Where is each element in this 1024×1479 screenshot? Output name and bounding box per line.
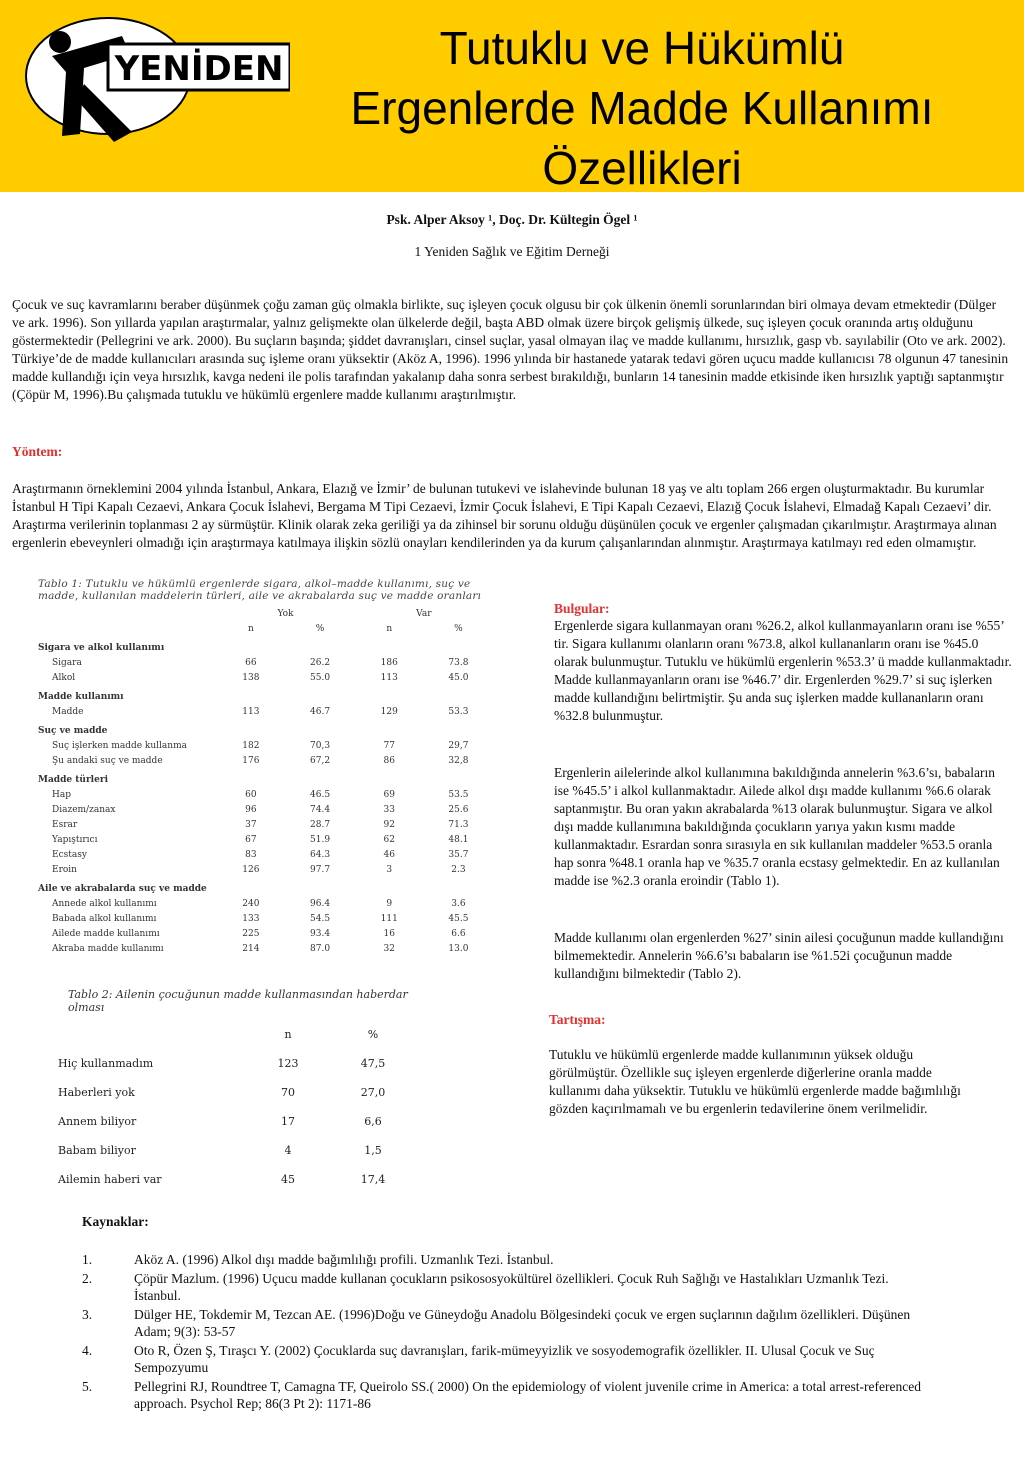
table-row bbox=[38, 787, 493, 802]
table1-row-label: Yapıştırıcı bbox=[52, 834, 98, 845]
table2-row-label: Babam biliyor bbox=[58, 1144, 136, 1157]
reference-item bbox=[82, 1270, 922, 1304]
table1-cell: 74.4 bbox=[310, 804, 331, 815]
reference-item bbox=[82, 1251, 922, 1268]
reference-number: 3. bbox=[82, 1307, 93, 1322]
table1-cell: 111 bbox=[380, 913, 398, 924]
table1-row-label: Hap bbox=[52, 789, 71, 800]
page-title bbox=[270, 18, 1014, 198]
table-row bbox=[38, 941, 493, 956]
table1-cell: 29,7 bbox=[448, 740, 469, 751]
table1-cell: 73.8 bbox=[448, 657, 469, 668]
table2-col-header bbox=[58, 1020, 418, 1049]
table-row bbox=[38, 753, 493, 768]
findings-paragraph-2: Ergenlerin ailelerinde alkol kullanımına bakıldığında annelerin %3.6’sı, babaların ise %45.5’ i alkol kullanmaktadır. Ailede alkol dışı madde kullanımı %6.6 olarak saptanmıştır. Bu oran yakın akrabalarda %13 olarak bulunmuştur. Sigara ve alkol dışı madde kullanımına bakıldığında çocukların yarıya yakın kısmı madde kullanmaktadır. Esrardan sonra sırasıyla en sık kullanılan maddeler %53.5 oranla hap sonra %48.1 oranla hap ve %35.7 oranla ecstasy gelmektedir. En az kullanılan madde ise %2.3 oranla eroindir (Tablo 1). bbox=[554, 765, 1000, 888]
table-row bbox=[38, 911, 493, 926]
affiliation: 1 Yeniden Sağlık ve Eğitim Derneği bbox=[414, 244, 610, 259]
title-line: Tutuklu ve Hükümlü bbox=[439, 22, 845, 74]
table-row bbox=[38, 704, 493, 719]
table2-cell: 70 bbox=[281, 1086, 295, 1099]
table1-cell: 240 bbox=[242, 898, 260, 909]
table1-cell: 60 bbox=[245, 789, 257, 800]
table-row bbox=[38, 832, 493, 847]
table1-cell: 87.0 bbox=[310, 943, 331, 954]
table1-row-label: Madde bbox=[52, 706, 84, 717]
table-row bbox=[38, 896, 493, 911]
reference-text: Aköz A. (1996) Alkol dışı madde bağımlılığı profili. Uzmanlık Tezi. İstanbul. bbox=[134, 1252, 554, 1267]
discussion-paragraph: Tutuklu ve hükümlü ergenlerde madde kullanımının yüksek olduğu görülmüştür. Özellikle suç işleyen ergenlerde diğerlerine oranla madde kullanımı daha yüksektir. Tutuklu ve hükümlü ergenlerde madde bağımlılığı gözden kaçırılmamalı ve bu ergenlerin tedavilerine önem verilmelidir. bbox=[549, 1047, 961, 1116]
table1-row-label: Akraba madde kullanımı bbox=[52, 943, 164, 954]
header-banner bbox=[0, 0, 1024, 192]
table2-caption: Tablo 2: Ailenin çocuğunun madde kullanmasından haberdar olması bbox=[68, 988, 408, 1014]
table1-row-label: Suç işlerken madde kullanma bbox=[52, 740, 187, 751]
table1-cell: 86 bbox=[383, 755, 395, 766]
table2-col-label: n bbox=[284, 1028, 292, 1041]
table2-col-label: % bbox=[367, 1028, 379, 1041]
method-heading: Yöntem: bbox=[12, 444, 63, 459]
table2-corner bbox=[58, 1020, 248, 1049]
authors: Psk. Alper Aksoy ¹, Doç. Dr. Kültegin Ögel ¹ bbox=[386, 212, 638, 227]
table1-cell: 32,8 bbox=[448, 755, 469, 766]
table1-corner bbox=[38, 606, 216, 621]
table1-cell: 96 bbox=[245, 804, 257, 815]
table1-col-label: n bbox=[248, 623, 254, 634]
table1-section-title: Suç ve madde bbox=[38, 725, 108, 736]
table1-cell: 126 bbox=[242, 864, 260, 875]
table1-section-title: Sigara ve alkol kullanımı bbox=[38, 642, 165, 653]
table1-cell: 2.3 bbox=[451, 864, 466, 875]
table2-row-label: Ailemin haberi var bbox=[58, 1173, 162, 1186]
table2 bbox=[58, 988, 418, 1194]
table1-cell: 176 bbox=[242, 755, 260, 766]
table1-row-label: Babada alkol kullanımı bbox=[52, 913, 157, 924]
table1-grid bbox=[38, 606, 493, 956]
table2-row-label: Annem biliyor bbox=[58, 1115, 137, 1128]
table1-cell: 67 bbox=[245, 834, 257, 845]
table-row bbox=[38, 847, 493, 862]
table1-cell: 97.7 bbox=[310, 864, 331, 875]
table1-cell: 113 bbox=[242, 706, 260, 717]
table1-cell: 48.1 bbox=[448, 834, 469, 845]
table1-cell: 37 bbox=[245, 819, 257, 830]
table1-cell: 69 bbox=[383, 789, 395, 800]
table1-cell: 96.4 bbox=[310, 898, 331, 909]
table2-cell: 45 bbox=[281, 1173, 295, 1186]
table1-cell: 16 bbox=[383, 928, 395, 939]
table1-cell: 186 bbox=[380, 657, 398, 668]
table2-row-label: Haberleri yok bbox=[58, 1086, 135, 1099]
findings-paragraph-3: Madde kullanımı olan ergenlerden %27’ sinin ailesi çocuğunun madde kullandığını bilmemektedir. Annelerin %6.6’sı babaların ise %1.52i çocuğunun madde kullandığını bilmektedir (Tablo 2). bbox=[554, 930, 1004, 981]
table1-row-label: Annede alkol kullanımı bbox=[52, 898, 157, 909]
table1-cell: 83 bbox=[245, 849, 257, 860]
intro-paragraph: Çocuk ve suç kavramlarını beraber düşünmek çoğu zaman güç olmakla birlikte, suç işleyen çocuk olgusu bir çok ülkenin önemli sorunlarından biri olmaya devam etmektedir (Dülger ve ark. 1996). Son yıllarda yapılan araştırmalar, yalnız gelişmekte olan ülkelerde değil, başta ABD olmak üzere birçok gelişmiş ülkede, suç işleyen çocuk oranında artış olduğunu göstermektedir (Pellegrini ve ark. 2000). Bu suçların başında; şiddet davranışları, cinsel suçlar, yasal olmayan ilaç ve madde kullanımı, hırsızlık, gasp vb. sayılabilir (Oto ve ark. 2002). Türkiye’de de madde kullanıcıları arasında suç işleme oranı yüksektir (Aköz A, 1996). 1996 yılında bir hastanede yatarak tedavi gören uçucu madde kullanıcısı 78 olgunun 47 tanesinin madde kullandığı için veya hırsızlık, kavga nedeni ile polis tarafından yakalanıp daha sonra serbest bırakıldığı, bunların 14 tanesinin madde etkisinde iken hırsızlık yaptığı saptanmıştır (Çöpür M, 1996).Bu çalışmada tutuklu ve hükümlü ergenlere madde kullanımı araştırılmıştır. bbox=[12, 297, 1009, 402]
reference-text: Pellegrini RJ, Roundtree T, Camagna TF, Queirolo SS.( 2000) On the epidemiology of violent juvenile crime in America: a total arrest-referenced approach. Psychol Rep; 86(3 Pt 2): 1171-86 bbox=[134, 1379, 921, 1411]
reference-item bbox=[82, 1306, 922, 1340]
table1-section-title: Aile ve akrabalarda suç ve madde bbox=[38, 883, 207, 894]
table1-cell: 45.0 bbox=[448, 672, 469, 683]
table1-section-title: Madde türleri bbox=[38, 774, 108, 785]
table1-cell: 66 bbox=[245, 657, 257, 668]
table1-cell: 67,2 bbox=[310, 755, 331, 766]
table1-section-title: Madde kullanımı bbox=[38, 691, 124, 702]
findings-paragraph-1: Ergenlerde sigara kullanmayan oranı %26.2, alkol kullanmayanların oranı ise %55’ tir. Sigara kullanımı olanların oranı %73.8, alkol kullananların oranı ise %45.0 olarak bulunmuştur. Tutuklu ve hükümlü ergenlerin %53.3’ ü madde kullanmaktadır. Madde kullanmayanların oranı ise %46.7’ dir. Ergenlerden %29.7’ si suç işlerken madde kullandığını belirtmiştir. Şu anda suç işlerken madde kullananların oranı %32.8 bulunmuştur. bbox=[554, 618, 1012, 723]
table1-cell: 45.5 bbox=[448, 913, 469, 924]
table1-cell: 6.6 bbox=[451, 928, 466, 939]
table1-cell: 46 bbox=[383, 849, 395, 860]
table1-cell: 62 bbox=[383, 834, 395, 845]
table1-col-label: % bbox=[315, 623, 325, 634]
table1-cell: 13.0 bbox=[448, 943, 469, 954]
table1-cell: 26.2 bbox=[310, 657, 331, 668]
table1-row-label: Ecstasy bbox=[52, 849, 87, 860]
table2-cell: 47,5 bbox=[360, 1057, 386, 1070]
reference-text: Çöpür Mazlum. (1996) Uçucu madde kullanan çocukların psikososyokültürel özellikleri. Çocuk Ruh Sağlığı ve Hastalıkları Uzmanlık Tezi. İstanbul. bbox=[134, 1271, 889, 1303]
table1-cell: 25.6 bbox=[448, 804, 469, 815]
table1-group-label: Var bbox=[416, 608, 432, 619]
table-row bbox=[58, 1078, 418, 1107]
table-row bbox=[58, 1136, 418, 1165]
table1-cell: 46.7 bbox=[310, 706, 331, 717]
table1-cell: 35.7 bbox=[448, 849, 469, 860]
reference-number: 1. bbox=[82, 1252, 93, 1267]
table1-cell: 138 bbox=[242, 672, 260, 683]
table1-section-row bbox=[38, 636, 493, 655]
table1-cell: 33 bbox=[383, 804, 395, 815]
table1-row-label: Alkol bbox=[52, 672, 76, 683]
table-row bbox=[38, 670, 493, 685]
table1-cell: 55.0 bbox=[310, 672, 331, 683]
table2-cell: 4 bbox=[284, 1144, 292, 1157]
table1-col-header bbox=[38, 621, 493, 636]
table1-cell: 70,3 bbox=[310, 740, 331, 751]
reference-item bbox=[82, 1378, 922, 1412]
table1-cell: 3.6 bbox=[451, 898, 466, 909]
references-list bbox=[82, 1251, 922, 1414]
table1-col-label: % bbox=[454, 623, 463, 634]
table1-group-header bbox=[38, 606, 493, 621]
table1-row-label: Ailede madde kullanımı bbox=[52, 928, 160, 939]
table1-cell: 9 bbox=[386, 898, 393, 909]
table1-cell: 77 bbox=[383, 740, 395, 751]
table1-cell: 71.3 bbox=[448, 819, 469, 830]
table-row bbox=[58, 1165, 418, 1194]
table-row bbox=[38, 817, 493, 832]
table2-cell: 6,6 bbox=[364, 1115, 382, 1128]
table2-cell: 17,4 bbox=[360, 1173, 386, 1186]
table2-cell: 1,5 bbox=[364, 1144, 382, 1157]
table1-section-row bbox=[38, 719, 493, 738]
table2-cell: 17 bbox=[281, 1115, 295, 1128]
table-row bbox=[58, 1049, 418, 1078]
table1-col-label: n bbox=[386, 623, 393, 634]
table1-section-row bbox=[38, 685, 493, 704]
reference-text: Dülger HE, Tokdemir M, Tezcan AE. (1996)Doğu ve Güneydoğu Anadolu Bölgesindeki çocuk ve ergen suçlarının dağılım özellikleri. Düşünen Adam; 9(3): 53-57 bbox=[134, 1307, 911, 1339]
table1-section-row bbox=[38, 877, 493, 896]
table-row bbox=[58, 1107, 418, 1136]
table1-row-label: Eroin bbox=[52, 864, 77, 875]
table1-cell: 46.5 bbox=[310, 789, 331, 800]
table1-section-row bbox=[38, 768, 493, 787]
reference-number: 5. bbox=[82, 1379, 93, 1394]
findings-heading: Bulgular: bbox=[554, 601, 610, 616]
table1-cell: 3 bbox=[386, 864, 393, 875]
reference-item bbox=[82, 1342, 922, 1376]
table1-row-label: Diazem/zanax bbox=[52, 804, 116, 815]
table2-grid bbox=[58, 1020, 418, 1194]
table1-cell: 93.4 bbox=[310, 928, 331, 939]
table1-cell: 28.7 bbox=[310, 819, 331, 830]
reference-number: 2. bbox=[82, 1271, 93, 1286]
table-row bbox=[38, 655, 493, 670]
reference-number: 4. bbox=[82, 1343, 93, 1358]
table1-cell: 133 bbox=[242, 913, 260, 924]
table1-cell: 113 bbox=[380, 672, 398, 683]
table1-cell: 182 bbox=[242, 740, 260, 751]
table1-cell: 214 bbox=[242, 943, 260, 954]
table1-cell: 129 bbox=[380, 706, 398, 717]
title-line: Özellikleri bbox=[542, 142, 742, 194]
table1-cell: 53.3 bbox=[448, 706, 469, 717]
logo-text: YENİDEN bbox=[114, 49, 284, 89]
table1-cell: 32 bbox=[383, 943, 395, 954]
references-heading: Kaynaklar: bbox=[82, 1214, 149, 1229]
table1-cell: 51.9 bbox=[310, 834, 331, 845]
table1-cell: 53.5 bbox=[448, 789, 469, 800]
title-line: Ergenlerde Madde Kullanımı bbox=[350, 82, 934, 134]
yeniden-logo bbox=[22, 14, 290, 154]
method-paragraph: Araştırmanın örneklemini 2004 yılında İstanbul, Ankara, Elazığ ve İzmir’ de bulunan tutukevi ve islahevinde bulunan 18 yaş ve altı toplam 266 ergen oluşturmaktadır. Bu kurumlar İstanbul H Tipi Kapalı Cezaevi, Ankara Çocuk İslahevi, Bergama M Tipi Cezaevi, İzmir Çocuk İslahevi, E Tipi Kapalı Cezaevi, Elazığ Çocuk İslahevi, Elmadağ Kapalı Cezaevi’ dir. Araştırma verilerinin toplanması 2 ay sürmüştür. Klinik olarak zeka geriliği ya da zihinsel bir sorunu olduğu düşünülen çocuk ve ergenler çalışmadan çıkarılmıştır. Araştırmaya alınan ergenlerin ebeveynleri olmadığı için araştırmaya katılmaya ilişkin sözlü onayları kendilerinden ya da kurum çalışanlarından alınmıştır. Araştırmaya katılmayı red eden olmamıştır. bbox=[12, 481, 997, 550]
table1-cell: 92 bbox=[383, 819, 395, 830]
table1-corner bbox=[38, 621, 216, 636]
table1-row-label: Şu andaki suç ve madde bbox=[52, 755, 163, 766]
table-row bbox=[38, 926, 493, 941]
table1-caption: Tablo 1: Tutuklu ve hükümlü ergenlerde sigara, alkol–madde kullanımı, suç ve madde, kullanılan maddelerin türleri, aile ve akrabalarda suç ve madde oranları bbox=[38, 578, 482, 602]
table1-cell: 64.3 bbox=[310, 849, 331, 860]
table2-cell: 123 bbox=[277, 1057, 299, 1070]
reference-text: Oto R, Özen Ş, Tıraşcı Y. (2002) Çocuklarda suç davranışları, farik-mümeyyizlik ve sosyodemografik özellikler. II. Ulusal Çocuk ve Suç Sempozyumu bbox=[134, 1343, 875, 1375]
table1-row-label: Esrar bbox=[52, 819, 78, 830]
table-row bbox=[38, 802, 493, 817]
table2-cell: 27,0 bbox=[360, 1086, 386, 1099]
table2-row-label: Hiç kullanmadım bbox=[58, 1057, 154, 1070]
table1-row-label: Sigara bbox=[52, 657, 82, 668]
table1-cell: 225 bbox=[242, 928, 260, 939]
table-row bbox=[38, 738, 493, 753]
table1-cell: 54.5 bbox=[310, 913, 331, 924]
table1 bbox=[38, 578, 508, 956]
discussion-heading: Tartışma: bbox=[549, 1012, 606, 1027]
table-row bbox=[38, 862, 493, 877]
table1-group-label: Yok bbox=[277, 608, 294, 619]
